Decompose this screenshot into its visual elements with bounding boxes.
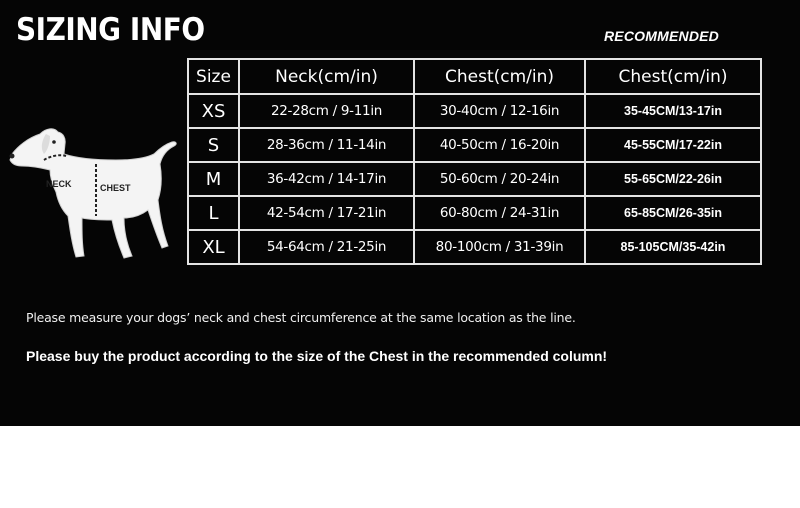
- chest-cell: 80-100cm / 31-39in: [414, 230, 585, 264]
- measure-note: Please measure your dogs’ neck and chest circumference at the same location as the line.: [26, 310, 576, 325]
- table-row: [188, 230, 761, 264]
- recommended-chest-cell: 45-55CM/17-22in: [585, 128, 761, 162]
- recommended-chest-cell: 55-65CM/22-26in: [585, 162, 761, 196]
- table-row: [188, 196, 761, 230]
- size-cell: M: [188, 162, 239, 196]
- buy-instruction: Please buy the product according to the size of the Chest in the recommended column!: [26, 348, 608, 364]
- table-row: [188, 128, 761, 162]
- header-size: Size: [188, 59, 239, 94]
- neck-cell: 22-28cm / 9-11in: [239, 94, 414, 128]
- recommended-chest-cell: 35-45CM/13-17in: [585, 94, 761, 128]
- neck-label: NECK: [46, 179, 72, 189]
- recommended-label: RECOMMENDED: [604, 28, 719, 44]
- dog-silhouette: [10, 129, 176, 258]
- table-row: [188, 162, 761, 196]
- dog-eye: [52, 140, 56, 144]
- size-cell: XL: [188, 230, 239, 264]
- header-recommended-chest: Chest(cm/in): [585, 59, 761, 94]
- recommended-chest-cell: 85-105CM/35-42in: [585, 230, 761, 264]
- chest-label: CHEST: [100, 183, 131, 193]
- size-cell: S: [188, 128, 239, 162]
- dog-measurement-illustration: [6, 120, 186, 270]
- table-header-row: [188, 59, 761, 94]
- chest-cell: 40-50cm / 16-20in: [414, 128, 585, 162]
- header-neck: Neck(cm/in): [239, 59, 414, 94]
- dog-nose: [10, 154, 15, 159]
- sizing-table: [187, 58, 762, 265]
- chest-cell: 50-60cm / 20-24in: [414, 162, 585, 196]
- recommended-chest-cell: 65-85CM/26-35in: [585, 196, 761, 230]
- neck-cell: 28-36cm / 11-14in: [239, 128, 414, 162]
- chest-cell: 60-80cm / 24-31in: [414, 196, 585, 230]
- neck-cell: 36-42cm / 14-17in: [239, 162, 414, 196]
- header-chest: Chest(cm/in): [414, 59, 585, 94]
- page-title: SIZING INFO: [16, 12, 205, 48]
- table-row: [188, 94, 761, 128]
- chest-cell: 30-40cm / 12-16in: [414, 94, 585, 128]
- size-cell: XS: [188, 94, 239, 128]
- size-cell: L: [188, 196, 239, 230]
- neck-cell: 42-54cm / 17-21in: [239, 196, 414, 230]
- neck-cell: 54-64cm / 21-25in: [239, 230, 414, 264]
